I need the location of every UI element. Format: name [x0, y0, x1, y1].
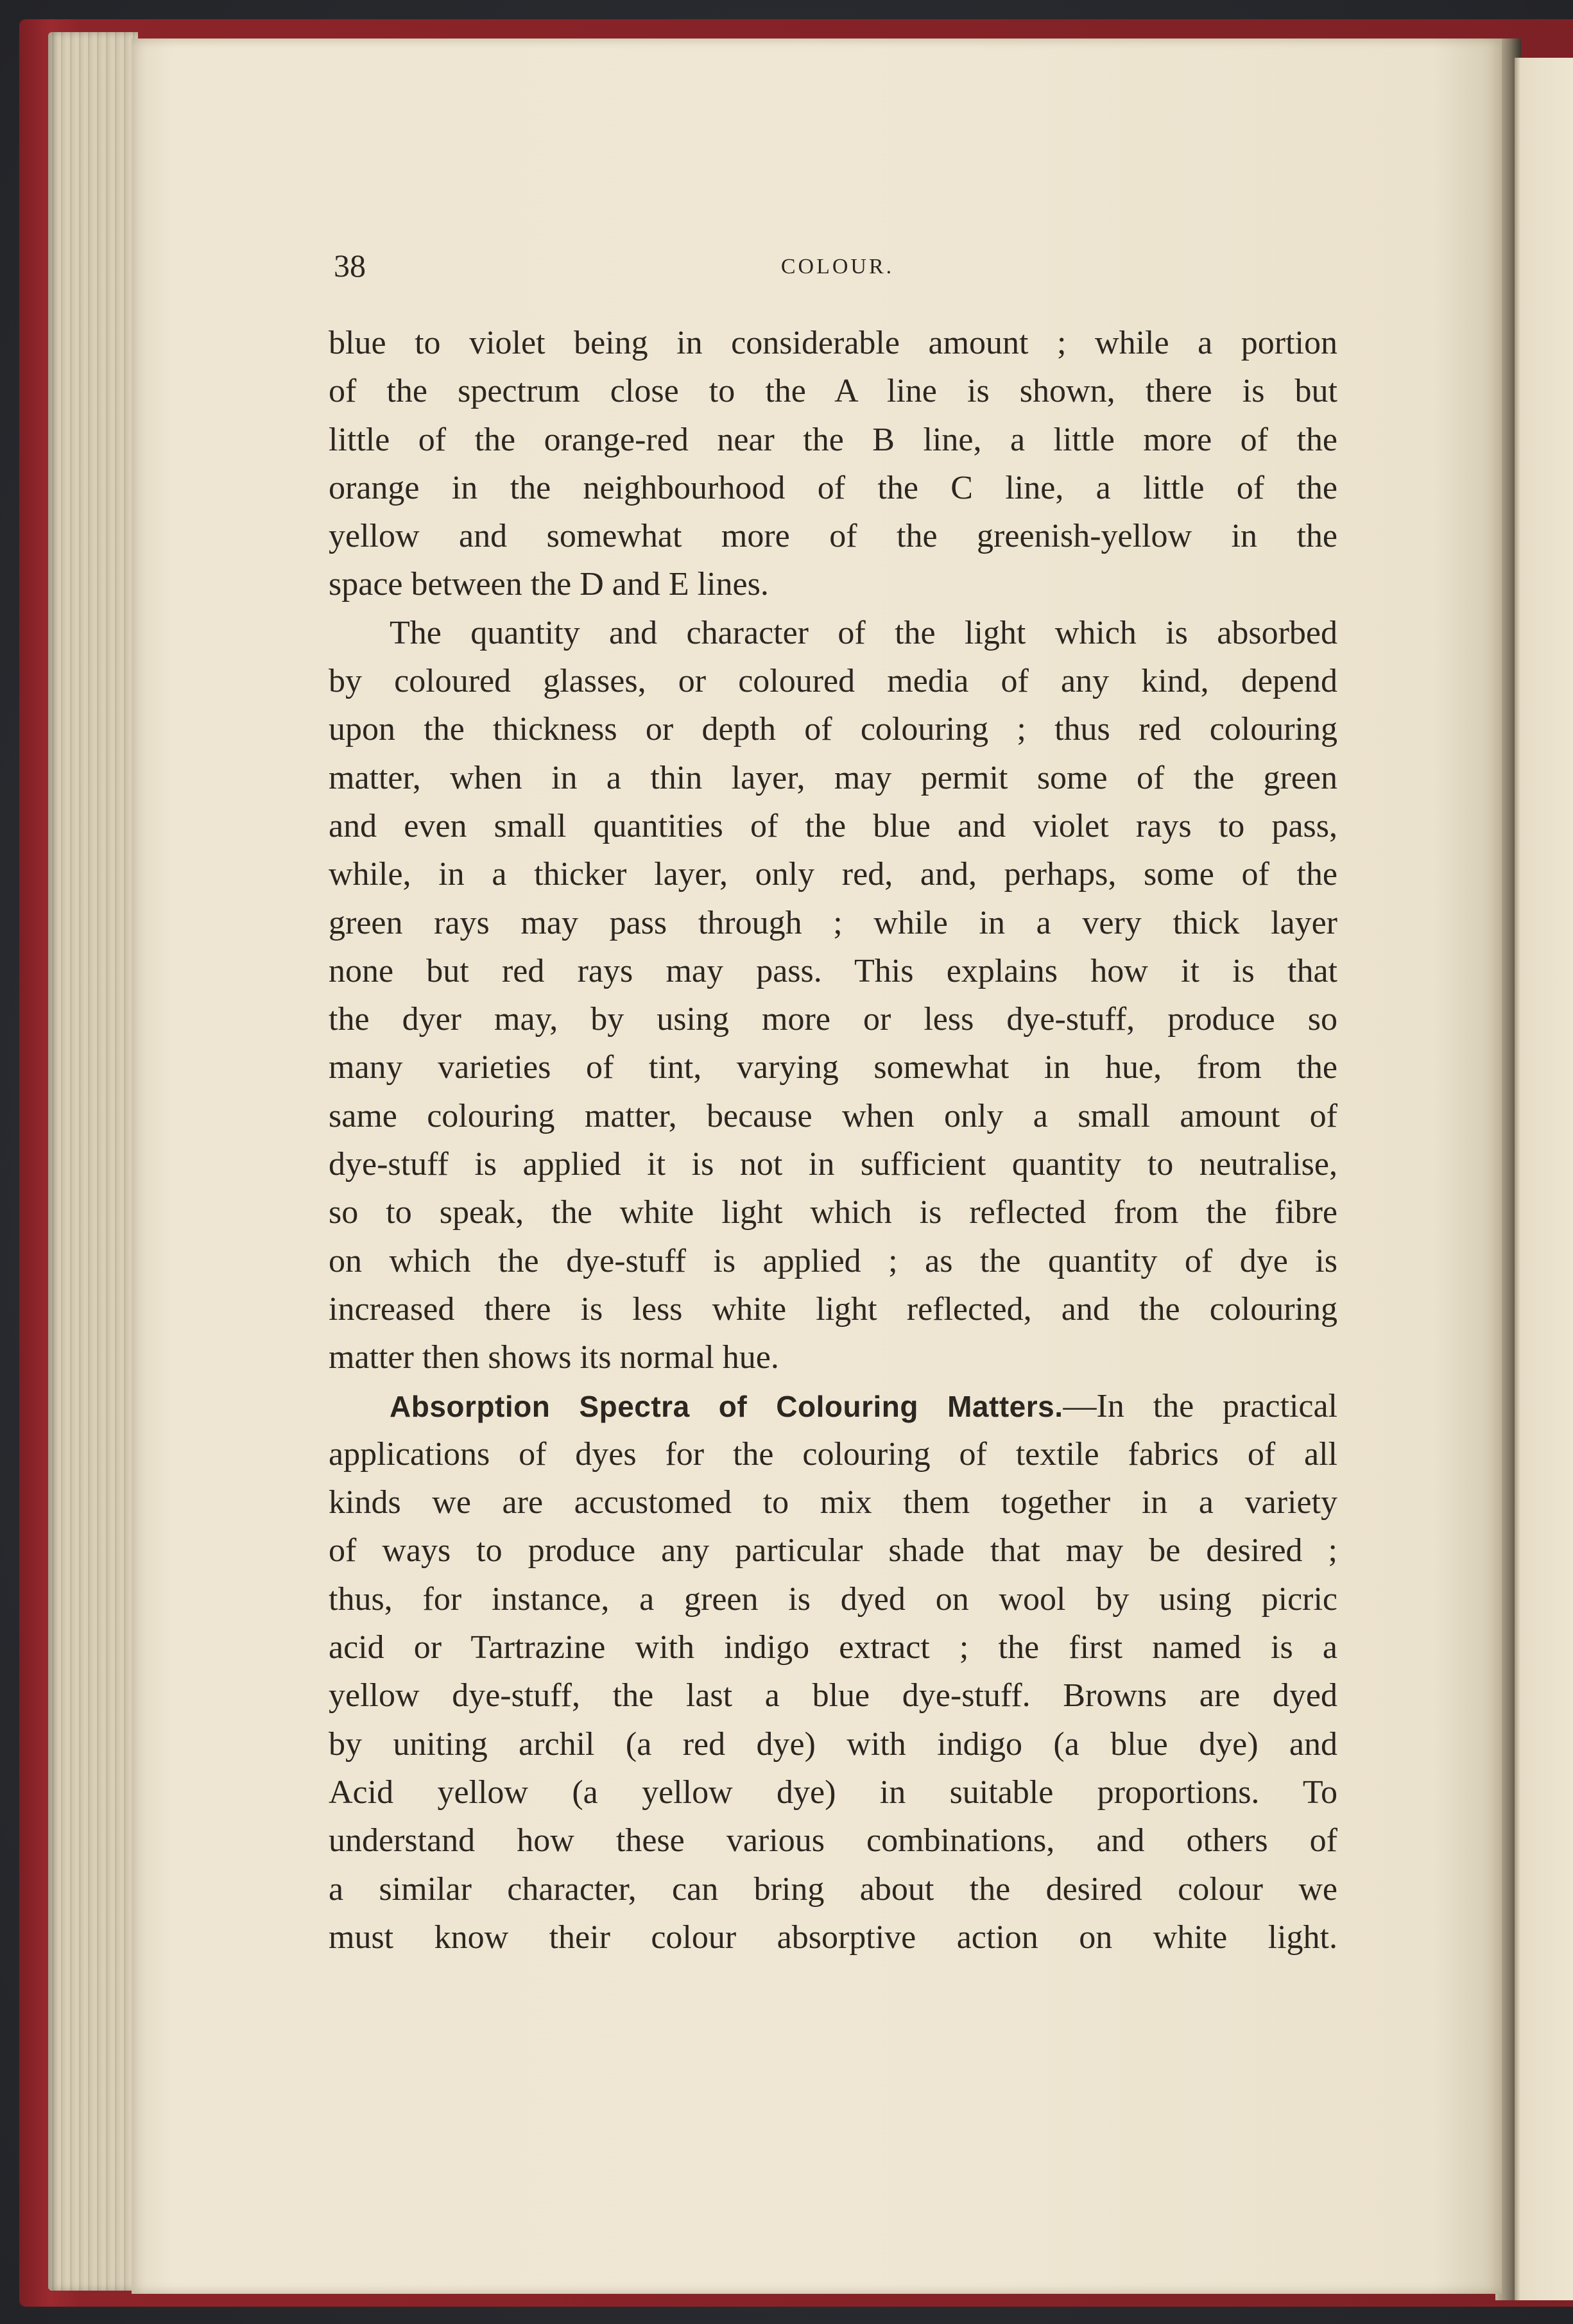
text-line: yellow dye-stuff, the last a blue dye-stuff. Browns are dyed: [329, 1677, 1337, 1714]
text-line: orange in the neighbourhood of the C line, a little of the: [329, 469, 1337, 506]
text-line: so to speak, the white light which is reflected from the fibre: [329, 1194, 1337, 1231]
page-number: 38: [334, 248, 366, 284]
text-line: Acid yellow (a yellow dye) in suitable proportions. To: [329, 1773, 1337, 1811]
page-edges: [48, 32, 138, 2291]
text-line: space between the D and E lines.: [329, 566, 769, 603]
text-line: none but red rays may pass. This explains how it is that: [329, 952, 1337, 989]
text-line: by uniting archil (a red dye) with indigo (a blue dye) and: [329, 1725, 1337, 1763]
text-line: understand how these various combinations, and others of: [329, 1822, 1337, 1859]
text-line: the dyer may, by using more or less dye-stuff, produce so: [329, 1001, 1337, 1038]
text-line: applications of dyes for the colouring of textile fabrics of all: [329, 1435, 1337, 1473]
text-line: many varieties of tint, varying somewhat in hue, from the: [329, 1049, 1337, 1086]
body-text: [329, 319, 1337, 1961]
text-line: increased there is less white light reflected, and the colouring: [329, 1290, 1337, 1328]
paragraph-block: [329, 319, 1337, 1382]
text-line: dye-stuff is applied it is not in sufficient quantity to neutralise,: [329, 1146, 1337, 1183]
section-paragraph-block: [329, 1430, 1337, 1961]
text-line: matter, when in a thin layer, may permit some of the green: [329, 759, 1337, 796]
text-line: while, in a thicker layer, only red, and, perhaps, some of the: [329, 856, 1337, 893]
text-line: thus, for instance, a green is dyed on wool by using picric: [329, 1580, 1337, 1618]
running-title: COLOUR.: [780, 255, 895, 278]
text-line: The quantity and character of the light which is absorbed: [390, 614, 1337, 651]
text-line: blue to violet being in considerable amount ; while a portion: [329, 325, 1337, 361]
text-line: same colouring matter, because when only a small amount of: [329, 1097, 1337, 1134]
section-heading: Absorption Spectra of Colouring Matters.: [390, 1389, 1063, 1423]
text-line: acid or Tartrazine with indigo extract ; the first named is a: [329, 1629, 1337, 1666]
text-line: yellow and somewhat more of the greenish-yellow in the: [329, 518, 1337, 555]
text-line: and even small quantities of the blue and violet rays to pass,: [329, 807, 1337, 844]
text-line: kinds we are accustomed to mix them together in a variety: [329, 1484, 1337, 1521]
text-line: matter then shows its normal hue.: [329, 1339, 779, 1376]
text-line: on which the dye-stuff is applied ; as the quantity of dye is: [329, 1242, 1337, 1279]
text-line: green rays may pass through ; while in a very thick layer: [329, 904, 1337, 941]
text-line: a similar character, can bring about the desired colour we: [329, 1870, 1337, 1908]
section-first-line-text: —In the practical: [1063, 1387, 1337, 1424]
text-line: of the spectrum close to the A line is shown, there is but: [329, 373, 1337, 410]
text-line: must know their colour absorptive action on white light.: [329, 1918, 1337, 1956]
facing-page-edge: [1515, 58, 1573, 2300]
text-line: upon the thickness or depth of colouring ; thus red colouring: [329, 711, 1337, 748]
text-line: by coloured glasses, or coloured media of any kind, depend: [329, 663, 1337, 700]
section-first-line: [329, 1382, 1337, 1430]
running-head: [334, 247, 1341, 286]
text-line: little of the orange-red near the B line, a little more of the: [329, 421, 1337, 458]
text-line: of ways to produce any particular shade that may be desired ;: [329, 1532, 1337, 1569]
